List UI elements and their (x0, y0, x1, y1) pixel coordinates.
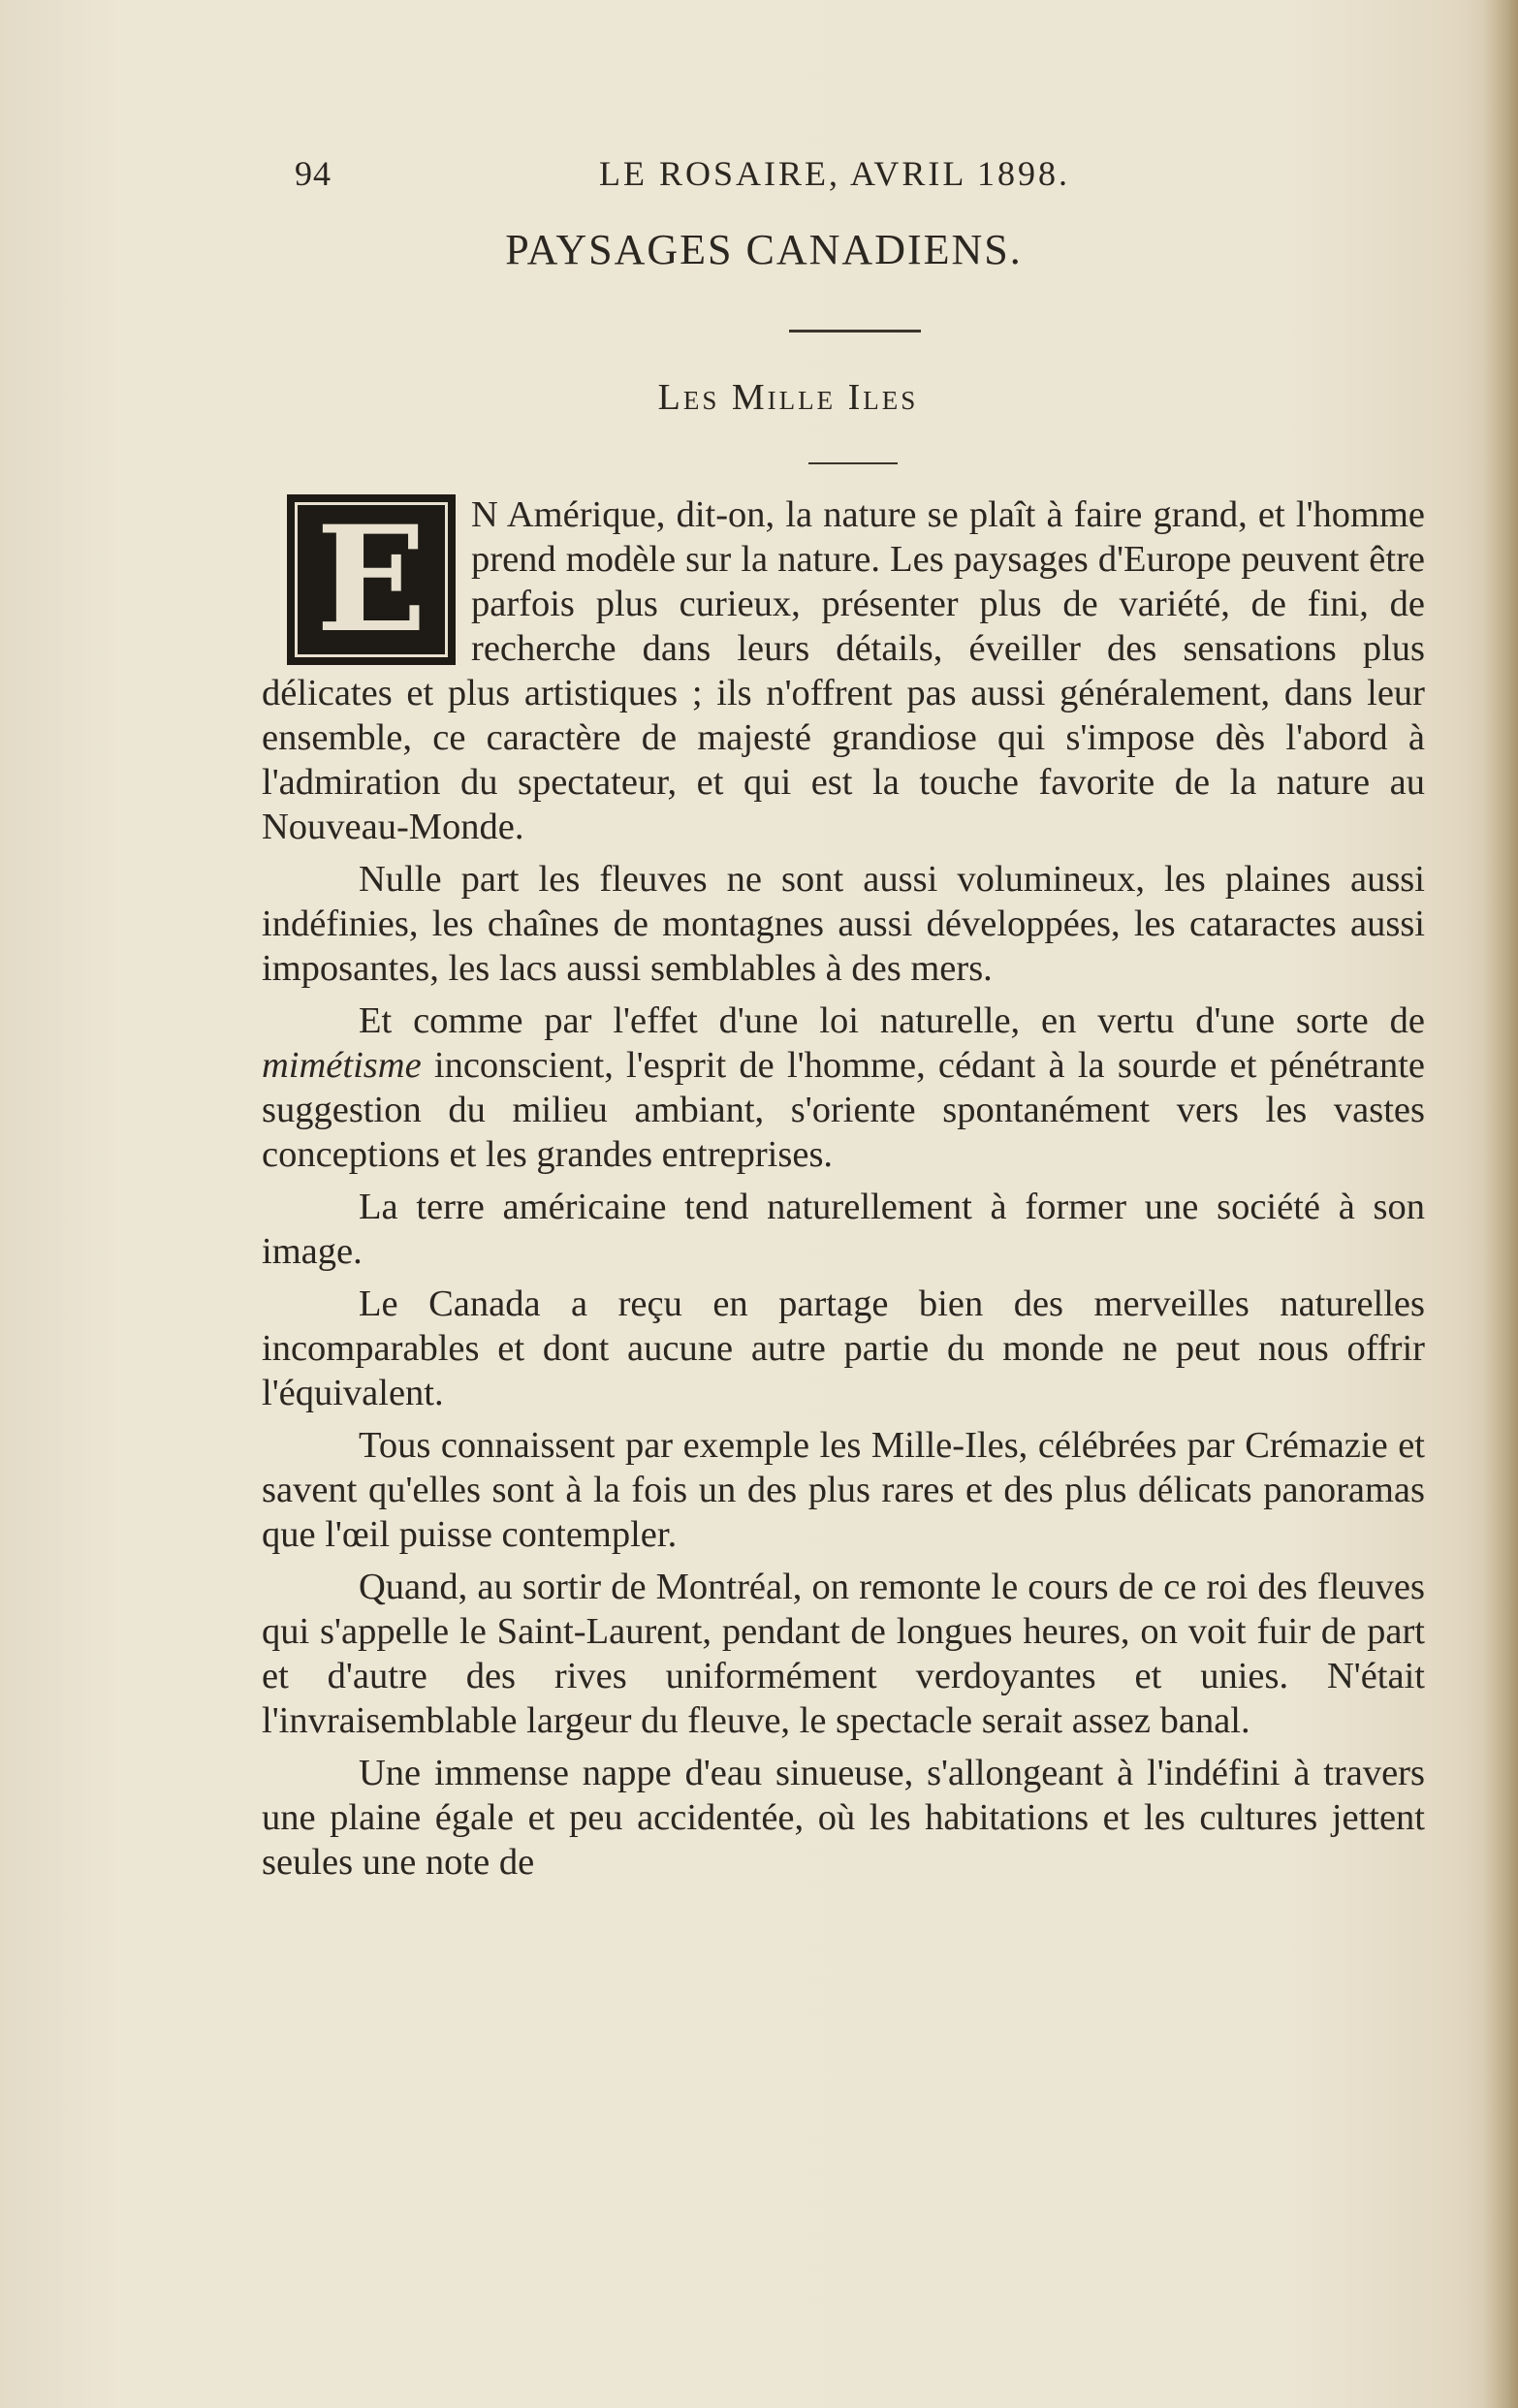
subtitle-rule (808, 462, 898, 464)
paragraph: N Amérique, dit-on, la nature se plaît à faire grand, et l'homme prend modèle sur la nature. Les paysages d'Europe peuvent être parfois plus curieux, présenter plus de variété, de fini, de recherche dans leurs détails, éveiller des sensations plus délicates et plus artistiques ; ils n'offrent pas aussi généralement, dans leur ensemble, ce caractère de majesté grandiose qui s'impose dès l'abord à l'admiration du spectateur, et qui est la touche favorite de la nature au Nouveau-Monde. (262, 494, 1425, 847)
page-edge (1485, 0, 1518, 2408)
page-number: 94 (295, 154, 332, 193)
paragraph: Le Canada a reçu en partage bien des merveilles naturelles incomparables et dont aucune autre partie du monde ne peut nous offrir l'équivalent. (262, 1283, 1425, 1413)
running-title: LE ROSAIRE, AVRIL 1898. (599, 154, 1071, 193)
paragraph: Tous connaissent par exemple les Mille-Iles, célébrées par Crémazie et savent qu'elles sont à la fois un des plus rares et des plus délicats panoramas que l'œil puisse contempler. (262, 1425, 1425, 1555)
italic-term: mimétisme (262, 1045, 422, 1086)
paragraph: Nulle part les fleuves ne sont aussi volumineux, les plaines aussi indéfinies, les chaînes de montagnes aussi développées, les cataractes aussi imposantes, les lacs aussi semblables à des mers. (262, 859, 1425, 989)
title-rule (789, 330, 921, 333)
paragraph: La terre américaine tend naturellement à former une société à son image. (262, 1187, 1425, 1272)
running-head (291, 153, 1124, 202)
paragraph: Quand, au sortir de Montréal, on remonte le cours de ce roi des fleuves qui s'appelle le Saint-Laurent, pendant de longues heures, on voit fuir de part et d'autre des rives uniformément verdoyantes et unies. N'était l'invraisemblable largeur du fleuve, le spectacle serait assez banal. (262, 1567, 1425, 1741)
paragraph-text: inconscient, l'esprit de l'homme, cédant à la sourde et pénétrante suggestion du milieu ambiant, s'oriente spontanément vers les vastes conceptions et les grandes entreprises. (262, 1045, 1425, 1175)
drop-cap-letter: E (315, 494, 427, 665)
article-body (262, 492, 1425, 1892)
drop-cap-ornament (287, 494, 456, 665)
article-subtitle: Les Mille Iles (657, 377, 919, 418)
paragraph (262, 998, 1425, 1177)
paragraph: Une immense nappe d'eau sinueuse, s'allongeant à l'indéfini à travers une plaine égale et peu accidentée, où les habitations et les cultures jettent seules une note de (262, 1753, 1425, 1883)
paragraph-text: Et comme par l'effet d'une loi naturelle, en vertu d'une sorte de (359, 1000, 1425, 1041)
article-title: PAYSAGES CANADIENS. (505, 226, 1023, 273)
